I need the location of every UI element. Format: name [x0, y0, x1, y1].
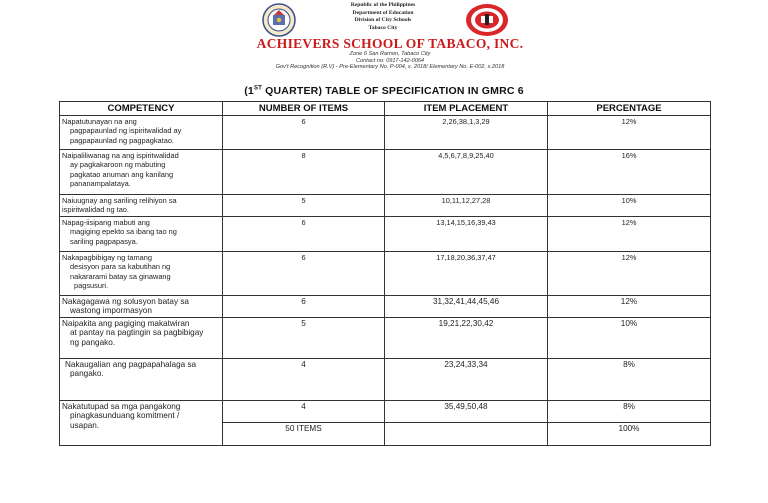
gov-line: Division of City Schools	[354, 17, 412, 24]
percentage-cell: 12%	[548, 252, 711, 296]
title-superscript: ST	[253, 85, 263, 92]
competency-line: pagpapaunlad ng pagpagkatao.	[70, 135, 174, 145]
table-row	[60, 296, 711, 318]
number-of-items-cell: 6	[223, 252, 385, 296]
gov-line: Republic of the Philippines	[350, 2, 416, 8]
competency-line: magiging epekto sa ibang tao ng	[70, 227, 177, 237]
competency-line: pinagkasunduang komitment /	[70, 411, 180, 421]
percentage-cell: 10%	[548, 195, 711, 217]
gov-line: Department of Education	[352, 9, 414, 16]
competency-cell	[60, 116, 223, 150]
competency-line: sariling pagpapasya.	[70, 236, 138, 246]
competency-line: ispiritwalidad ng tao.	[62, 205, 129, 215]
number-of-items-cell: 4	[223, 359, 385, 401]
competency-line: Nakaugalian ang pagpapahalaga sa	[65, 360, 197, 369]
competency-line: Nakatutupad sa mga pangakong	[62, 402, 181, 411]
item-placement-cell: 4,5,6,7,8,9,25,40	[385, 150, 548, 195]
address-line: Zone 6 San Ramon, Tabaco City	[349, 51, 431, 57]
number-of-items-cell: 8	[223, 150, 385, 195]
competency-line: Nakapagbibigay ng tamang	[62, 253, 152, 262]
school-address	[200, 51, 580, 71]
competency-line: desisyon para sa kabutihan ng	[70, 262, 171, 272]
number-of-items-cell: 5	[223, 195, 385, 217]
total-items-cell: 50 ITEMS	[223, 423, 385, 446]
deped-seal-icon	[262, 3, 296, 37]
item-placement-cell: 31,32,41,44,45,46	[385, 296, 548, 318]
competency-line: at pantay na pagtingin sa pagbibigay	[70, 328, 204, 338]
item-placement-cell: 19,21,22,30,42	[385, 318, 548, 359]
competency-cell	[60, 401, 223, 446]
percentage-cell: 12%	[548, 217, 711, 252]
percentage-cell: 16%	[548, 150, 711, 195]
item-placement-cell: 23,24,33,34	[385, 359, 548, 401]
item-placement-cell: 17,18,20,36,37,47	[385, 252, 548, 296]
number-of-items-cell: 6	[223, 296, 385, 318]
competency-line: Nakagagawa ng solusyon batay sa	[62, 297, 189, 306]
title-suffix: QUARTER) TABLE OF SPECIFICATION IN GMRC 6	[262, 85, 524, 97]
competency-line: pananampalataya.	[70, 179, 131, 189]
empty-cell	[385, 423, 548, 446]
competency-cell	[60, 296, 223, 318]
percentage-cell: 12%	[548, 116, 711, 150]
item-placement-cell: 10,11,12,27,28	[385, 195, 548, 217]
competency-line: usapan.	[70, 420, 100, 430]
competency-line: ay pagkakaroon ng mabuting	[70, 160, 166, 170]
competency-line: Napatutunayan na ang	[62, 117, 137, 126]
address-line: Gov't Recognition (R.V) - Pre-Elementary No. P-004, s. 2018/ Elementary No. E-002, s.2018	[275, 64, 505, 71]
competency-cell	[60, 318, 223, 359]
competency-cell	[60, 217, 223, 252]
table-row	[60, 217, 711, 252]
competency-line: pagpapaunlad ng ispiritwalidad ay	[70, 126, 182, 136]
table-row	[60, 116, 711, 150]
competency-line: ng pangako.	[70, 337, 116, 347]
competency-line: pangako.	[70, 369, 104, 379]
column-header-number-of-items: NUMBER OF ITEMS	[223, 102, 385, 116]
item-placement-cell: 13,14,15,16,39,43	[385, 217, 548, 252]
page-title	[0, 85, 768, 97]
title-prefix: (1	[244, 85, 254, 97]
table-row	[60, 195, 711, 217]
table-row	[60, 252, 711, 296]
competency-line: pagsusuri.	[74, 281, 109, 291]
document-header	[0, 0, 768, 72]
item-placement-cell: 2,26,38,1,3,29	[385, 116, 548, 150]
specification-table	[59, 101, 711, 446]
item-placement-cell: 35,49,50,48	[385, 401, 548, 423]
competency-line: Naipakita ang pagiging makatwiran	[62, 319, 190, 328]
number-of-items-cell: 4	[223, 401, 385, 423]
percentage-cell: 8%	[548, 401, 711, 423]
address-line: Contact no: 0917-142-0064	[355, 57, 425, 64]
school-name: ACHIEVERS SCHOOL OF TABACO, INC.	[256, 36, 524, 51]
table-row	[60, 401, 711, 423]
competency-cell	[60, 359, 223, 401]
number-of-items-cell: 6	[223, 217, 385, 252]
table-row	[60, 318, 711, 359]
percentage-cell: 12%	[548, 296, 711, 318]
competency-line: Naipaliliwanag na ang ispiritwalidad	[62, 151, 179, 160]
column-header-item-placement: ITEM PLACEMENT	[385, 102, 548, 116]
number-of-items-cell: 6	[223, 116, 385, 150]
competency-line: nakararami batay sa ginawang	[70, 271, 171, 281]
percentage-cell: 10%	[548, 318, 711, 359]
competency-line: Naiuugnay ang sariling relihiyon sa	[62, 196, 177, 205]
competency-cell	[60, 150, 223, 195]
number-of-items-cell: 5	[223, 318, 385, 359]
competency-cell	[60, 195, 223, 217]
gov-line: Tabaco City	[368, 24, 398, 31]
table-header-row	[60, 102, 711, 116]
percentage-cell: 8%	[548, 359, 711, 401]
column-header-competency: COMPETENCY	[60, 102, 223, 116]
government-lines	[300, 2, 466, 32]
table-row	[60, 359, 711, 401]
competency-line: wastong impormasyon	[70, 306, 152, 316]
table-row	[60, 150, 711, 195]
column-header-percentage: PERCENTAGE	[548, 102, 711, 116]
school-seal-icon	[465, 3, 509, 37]
competency-line: pagkatao anuman ang kanilang	[70, 169, 174, 179]
competency-line: Napag-iisipang mabuti ang	[62, 218, 150, 227]
competency-cell	[60, 252, 223, 296]
total-percentage-cell: 100%	[548, 423, 711, 446]
